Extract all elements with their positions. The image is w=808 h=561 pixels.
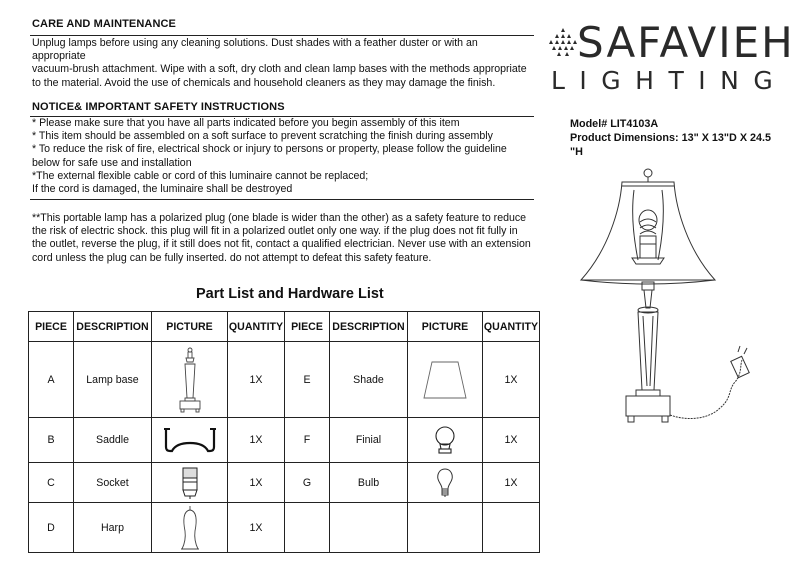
- description-cell: Saddle: [74, 418, 152, 463]
- piece-cell: G: [285, 463, 330, 503]
- care-line: appropriate: [32, 50, 86, 63]
- picture-cell: [408, 342, 483, 418]
- quantity-cell: 1X: [483, 418, 540, 463]
- description-cell: Harp: [74, 503, 152, 553]
- safety-title: NOTICE& IMPORTANT SAFETY INSTRUCTIONS: [32, 101, 285, 113]
- quantity-cell: 1X: [228, 418, 285, 463]
- table-row: [29, 503, 540, 553]
- chandelier-logo-icon: [545, 26, 581, 62]
- quantity-cell: 1X: [228, 463, 285, 503]
- plug-line: the outlet, reverse the plug, if it still does not fit, contact a qualified electrician. Never use with an extension: [32, 238, 531, 251]
- piece-cell: F: [285, 418, 330, 463]
- description-cell: Bulb: [330, 463, 408, 503]
- quantity-cell: 1X: [483, 463, 540, 503]
- picture-cell: [408, 503, 483, 553]
- model-number: Model# LIT4103A: [570, 118, 659, 130]
- socket-icon: [178, 466, 202, 500]
- picture-cell: [152, 342, 228, 418]
- header-cell: PICTURE: [408, 312, 483, 342]
- care-line: Unplug lamps before using any cleaning solutions. Dust shades with a feather duster or with an: [32, 37, 478, 49]
- piece-cell: B: [29, 418, 74, 463]
- parts-table-title: Part List and Hardware List: [196, 286, 384, 302]
- header-cell: PICTURE: [152, 312, 228, 342]
- header-cell: DESCRIPTION: [74, 312, 152, 342]
- care-rule: [30, 35, 534, 36]
- saddle-icon: [162, 425, 218, 455]
- bulb-icon: [435, 467, 455, 499]
- table-row: [29, 418, 540, 463]
- piece-cell: C: [29, 463, 74, 503]
- safety-line: *The external flexible cable or cord of this luminaire cannot be replaced;: [32, 169, 369, 182]
- picture-cell: [152, 418, 228, 463]
- plug-text: [32, 212, 531, 265]
- plug-line: **This portable lamp has a polarized plug (one blade is wider than the other) as a safety feature to reduce: [32, 212, 527, 224]
- plug-line: the risk of electric shock. this plug will fit in a polarized outlet only one way. if the plug does not fit fully in: [32, 225, 518, 238]
- description-cell: [330, 503, 408, 553]
- table-row: [29, 342, 540, 418]
- product-info: [570, 117, 771, 159]
- lamp-base-icon: [175, 346, 205, 414]
- care-line: to the material. Avoid the use of chemicals and household cleaners as they may damage the finish.: [32, 76, 496, 89]
- safety-line: If the cord is damaged, the luminaire shall be destroyed: [32, 182, 293, 195]
- picture-cell: [152, 463, 228, 503]
- shade-icon: [420, 358, 470, 402]
- brand-name: SAFAVIEH: [577, 18, 795, 67]
- care-title: CARE AND MAINTENANCE: [32, 18, 176, 30]
- description-cell: Finial: [330, 418, 408, 463]
- picture-cell: [408, 463, 483, 503]
- harp-icon: [177, 505, 203, 551]
- piece-cell: D: [29, 503, 74, 553]
- parts-table: [28, 311, 540, 553]
- product-dimensions-cont: "H: [570, 146, 583, 158]
- safety-bottom-rule: [30, 199, 534, 200]
- picture-cell: [408, 418, 483, 463]
- description-cell: Shade: [330, 342, 408, 418]
- header-cell: QUANTITY: [483, 312, 540, 342]
- piece-cell: E: [285, 342, 330, 418]
- finial-icon: [433, 425, 457, 455]
- header-cell: DESCRIPTION: [330, 312, 408, 342]
- picture-cell: [152, 503, 228, 553]
- header-cell: PIECE: [29, 312, 74, 342]
- quantity-cell: 1X: [228, 342, 285, 418]
- table-header-row: [29, 312, 540, 342]
- safety-line: * To reduce the risk of fire, electrical shock or injury to persons or property, please follow the guideline: [32, 143, 507, 156]
- care-line: vacuum-brush attachment. Wipe with a soft, dry cloth and clean lamp bases with the methods appropriate: [32, 63, 527, 76]
- lamp-illustration: [570, 160, 770, 430]
- quantity-cell: 1X: [228, 503, 285, 553]
- header-cell: QUANTITY: [228, 312, 285, 342]
- plug-line: cord unless the plug can be fully inserted. do not attempt to defeat this safety feature.: [32, 251, 432, 264]
- quantity-cell: [483, 503, 540, 553]
- description-cell: Lamp base: [74, 342, 152, 418]
- brand-subname: LIGHTING: [551, 66, 788, 95]
- safety-line: below for safe use and installation: [32, 156, 192, 169]
- header-cell: PIECE: [285, 312, 330, 342]
- safety-line: * Please make sure that you have all parts indicated before you begin assembly of this item: [32, 117, 460, 129]
- care-text: [32, 37, 527, 90]
- description-cell: Socket: [74, 463, 152, 503]
- table-row: [29, 463, 540, 503]
- piece-cell: A: [29, 342, 74, 418]
- quantity-cell: 1X: [483, 342, 540, 418]
- safety-text: [32, 117, 507, 196]
- piece-cell: [285, 503, 330, 553]
- safety-line: * This item should be assembled on a soft surface to prevent scratching the finish during assembly: [32, 130, 493, 143]
- product-dimensions: Product Dimensions: 13" X 13"D X 24.5: [570, 132, 772, 144]
